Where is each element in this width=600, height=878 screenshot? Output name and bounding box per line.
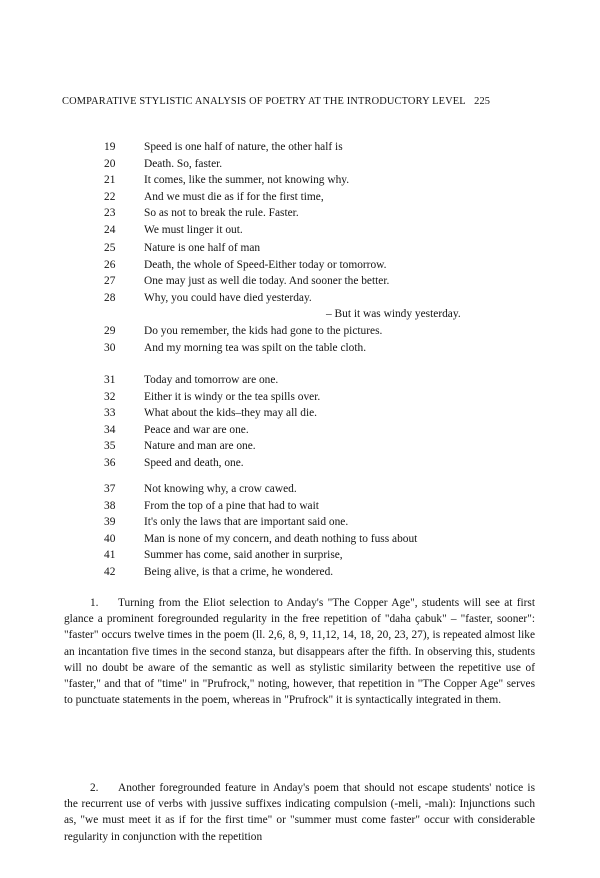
line-text: So as not to break the rule. Faster.	[144, 207, 299, 220]
line-number: 33	[104, 407, 116, 420]
line-number: 27	[104, 275, 116, 288]
line-text: Either it is windy or the tea spills over.	[144, 390, 321, 403]
line-number: 30	[104, 341, 116, 354]
page-number: 225	[474, 96, 491, 107]
poem-line	[104, 257, 504, 274]
line-number: 31	[104, 374, 116, 386]
poem-line	[104, 340, 504, 357]
line-text: And my morning tea was spilt on the table cloth.	[144, 341, 367, 354]
poem-stanza-4	[104, 481, 504, 581]
line-text: Not knowing why, a crow cawed.	[144, 483, 297, 495]
running-title: COMPARATIVE STYLISTIC ANALYSIS OF POETRY AT THE INTRODUCTORY LEVEL	[62, 96, 466, 107]
line-text: Summer has come, said another in surprise,	[144, 549, 343, 562]
line-text: Nature is one half of man	[144, 242, 261, 254]
poem-line	[104, 531, 504, 548]
line-text: Today and tomorrow are one.	[144, 374, 279, 386]
paragraph-text: Turning from the Eliot selection to Anday's "The Copper Age", students will see at first glance a prominent foregrounded regularity in the free repetition of "daha çabuk" – "faster, sooner": "faster" occurs twelve times in the poem (ll. 2,6, 8, 9, 11,12, 14, 18, 20, 23, 27), is repeated almost like an incantation five times in the second stanza, but disappears after the fifth. In observing this, students will no doubt be aware of the semantic as well as stylistic similarity between the repetitive use of "faster," and that of "time" in "Prufrock," noting, however, that repetition in "The Copper Age" serves to punctuate statements in the poem, whereas in "Prufrock" it is syntactically integrated in them.	[64, 597, 535, 707]
line-text: Speed and death, one.	[144, 456, 244, 469]
line-number: 26	[104, 258, 116, 271]
line-text: – But it was windy yesterday.	[326, 308, 461, 321]
poem-line	[104, 189, 504, 206]
paragraph-number: 2.	[90, 782, 99, 794]
line-text: Why, you could have died yesterday.	[144, 291, 312, 304]
line-number: 36	[104, 456, 116, 469]
line-number: 32	[104, 390, 116, 403]
poem-line	[104, 564, 504, 581]
line-number: 38	[104, 499, 116, 512]
line-text: One may just as well die today. And sooner the better.	[144, 275, 390, 288]
line-number: 28	[104, 291, 116, 304]
line-number: 37	[104, 483, 116, 495]
poem-stanza-1	[104, 139, 504, 239]
paragraph-number: 1.	[90, 597, 99, 609]
line-number: 20	[104, 157, 116, 170]
line-text: Death. So, faster.	[144, 157, 223, 170]
commentary-paragraph-1	[64, 595, 535, 708]
poem-line	[104, 405, 504, 422]
line-number: 41	[104, 549, 116, 562]
running-header	[62, 96, 542, 107]
line-number: 40	[104, 532, 116, 545]
poem-line	[104, 172, 504, 189]
poem-stanza-3	[104, 372, 504, 472]
poem-line	[104, 481, 504, 498]
line-number: 34	[104, 423, 116, 436]
line-number: 42	[104, 565, 116, 578]
poem-line	[104, 422, 504, 439]
commentary-paragraph-2	[64, 780, 535, 845]
line-text: We must linger it out.	[144, 223, 243, 236]
poem-line-continuation	[104, 306, 504, 323]
poem-line	[104, 547, 504, 564]
poem-line	[104, 240, 504, 257]
line-text: And we must die as if for the first time,	[144, 190, 324, 203]
poem-line	[104, 290, 504, 307]
line-text: What about the kids–they may all die.	[144, 407, 318, 420]
poem-line	[104, 438, 504, 455]
poem-line	[104, 139, 504, 156]
poem-line	[104, 372, 504, 389]
line-text: Being alive, is that a crime, he wondered.	[144, 565, 334, 578]
line-number: 29	[104, 324, 116, 337]
poem-line	[104, 498, 504, 515]
line-text: It's only the laws that are important said one.	[144, 516, 349, 529]
poem-line	[104, 389, 504, 406]
poem-line	[104, 205, 504, 222]
line-text: Do you remember, the kids had gone to the pictures.	[144, 324, 383, 337]
poem-line	[104, 323, 504, 340]
line-number: 35	[104, 440, 116, 453]
poem-line	[104, 455, 504, 472]
line-number: 23	[104, 207, 116, 220]
line-number: 21	[104, 174, 116, 187]
line-text: Nature and man are one.	[144, 440, 256, 453]
line-text: Death, the whole of Speed-Either today or tomorrow.	[144, 258, 387, 271]
poem-line	[104, 273, 504, 290]
poem-line	[104, 514, 504, 531]
line-number: 24	[104, 223, 116, 236]
line-number: 22	[104, 190, 116, 203]
line-text: Man is none of my concern, and death nothing to fuss about	[144, 532, 418, 545]
line-text: From the top of a pine that had to wait	[144, 499, 319, 512]
line-text: It comes, like the summer, not knowing why.	[144, 174, 350, 187]
poem-line	[104, 156, 504, 173]
line-text: Peace and war are one.	[144, 423, 249, 436]
poem-stanza-2	[104, 240, 504, 356]
poem-line	[104, 222, 504, 239]
line-number: 19	[104, 141, 116, 153]
paragraph-text: Another foregrounded feature in Anday's poem that should not escape students' notice is the recurrent use of verbs with jussive suffixes indicating compulsion (-meli, -malı): Injunctions such as, "we must meet it as if for the first time" or "summer must come faster" occur with considerable regularity in conjunction with the repetition	[64, 782, 535, 843]
line-number: 25	[104, 242, 116, 254]
line-number: 39	[104, 516, 116, 529]
line-text: Speed is one half of nature, the other half is	[144, 141, 343, 153]
